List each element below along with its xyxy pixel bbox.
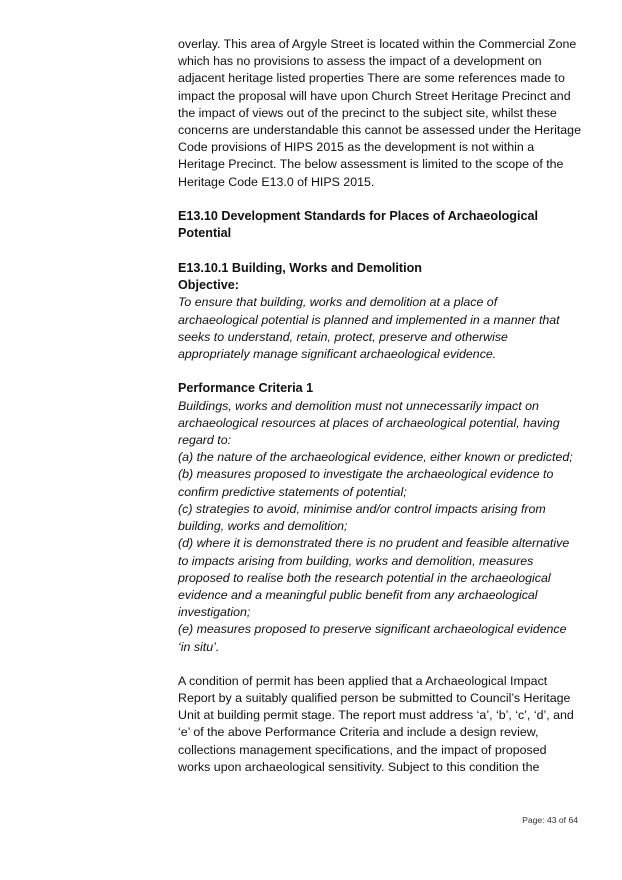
heading-line: Potential	[178, 226, 232, 241]
heading-line: Performance Criteria 1	[178, 381, 314, 396]
text-line: concerns are understandable this cannot be assessed under the Heritage	[178, 123, 581, 138]
page-number: Page: 43 of 64	[522, 815, 578, 825]
text-line: ‘e’ of the above Performance Criteria and include a design review,	[178, 725, 539, 740]
section-heading	[178, 208, 578, 243]
text-line: works upon archaeological sensitivity. Subject to this condition the	[178, 759, 540, 774]
text-line: confirm predictive statements of potential;	[178, 484, 407, 499]
text-line: collections management specifications, and the impact of proposed	[178, 742, 547, 757]
text-line: evidence and a meaningful public benefit from any archaeological	[178, 587, 538, 602]
text-line: overlay. This area of Argyle Street is located within the Commercial Zone	[178, 37, 577, 51]
text-line: which has no provisions to assess the impact of a development on	[178, 54, 542, 69]
text-line: Buildings, works and demolition must not unnecessarily impact on	[178, 398, 539, 413]
text-line: to impacts arising from building, works and demolition, measures	[178, 553, 534, 568]
heading-line: E13.10.1 Building, Works and Demolition	[178, 260, 422, 275]
text-line: archaeological resources at places of archaeological potential, having	[178, 415, 560, 430]
text-line: appropriately manage significant archaeological evidence.	[178, 347, 497, 362]
text-line: proposed to realise both the research potential in the archaeological	[178, 570, 551, 585]
text-line: Heritage Precinct. The below assessment is limited to the scope of the	[178, 157, 564, 172]
text-line: adjacent heritage listed properties There are some references made to	[178, 71, 565, 86]
conclusion-paragraph	[178, 673, 578, 776]
heading-line: Objective:	[178, 278, 239, 293]
subsection-heading	[178, 260, 578, 295]
text-line: Code provisions of HIPS 2015 as the development is not within a	[178, 140, 535, 155]
text-line: (e) measures proposed to preserve significant archaeological evidence	[178, 622, 567, 637]
text-line: regard to:	[178, 433, 232, 448]
text-line: Report by a suitably qualified person be submitted to Council’s Heritage	[178, 690, 571, 705]
intro-paragraph	[178, 36, 581, 191]
text-line: Unit at building permit stage. The report must address ‘a’, ‘b’, ‘c’, ‘d’, and	[178, 708, 574, 723]
text-line: Heritage Code E13.0 of HIPS 2015.	[178, 174, 375, 189]
text-line: (a) the nature of the archaeological evidence, either known or predicted;	[178, 450, 573, 465]
text-line: seeks to understand, retain, protect, preserve and otherwise	[178, 329, 508, 344]
text-line: archaeological potential is planned and implemented in a manner that	[178, 312, 560, 327]
text-line: To ensure that building, works and demolition at a place of	[178, 295, 498, 310]
text-line: investigation;	[178, 605, 251, 620]
text-line: (c) strategies to avoid, minimise and/or control impacts arising from	[178, 501, 546, 516]
text-line: (b) measures proposed to investigate the archaeological evidence to	[178, 467, 554, 482]
criteria-heading	[178, 380, 578, 397]
text-line: A condition of permit has been applied that a Archaeological Impact	[178, 673, 548, 688]
heading-line: E13.10 Development Standards for Places of Archaeological	[178, 208, 538, 223]
text-line: the impact of views out of the precinct to the subject site, whilst these	[178, 105, 557, 120]
text-line: ‘in situ’.	[178, 639, 220, 654]
document-page	[178, 36, 581, 776]
text-line: impact the proposal will have upon Church Street Heritage Precinct and	[178, 88, 571, 103]
text-line: (d) where it is demonstrated there is no prudent and feasible alternative	[178, 536, 570, 551]
text-line: building, works and demolition;	[178, 519, 348, 534]
objective-text	[178, 294, 578, 363]
criteria-text	[178, 398, 578, 656]
